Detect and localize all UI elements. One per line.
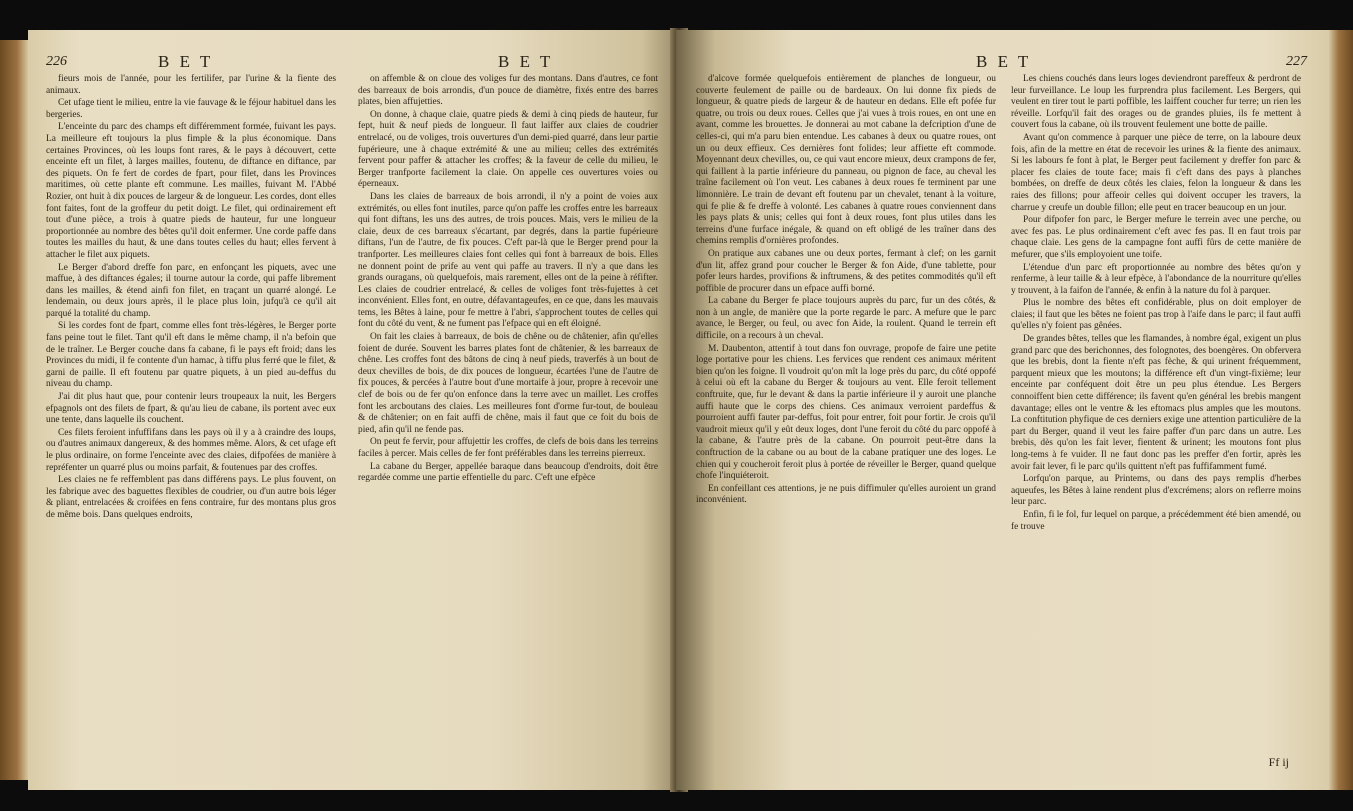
paragraph: J'ai dit plus haut que, pour contenir leurs troupeaux la nuit, les Bergers efpagnols ont des filets de fpart, & qu'au lieu de cabane, ils portent avec eux une tente, dans laquelle ils couchent.: [46, 392, 336, 426]
right-page: [676, 30, 1329, 790]
paragraph: De grandes bêtes, telles que les flamandes, à nombre égal, exigent un plus grand parc que des berichonnes, des folognotes, des boengères. On obfervera que les brebis, dont la fiente n'eft pas fèche, & qui urinent fréquemment, parquent mieux que les moutons; la différence eft d'un vingt-fixième; leur enceinte par conféquent doit être un peu plus étendue. Les Bergers connoiffent bien cette différence; ils favent qu'en général les brebis mangent davantage; elles ont le ventre & les eftomacs plus amples que les moutons. La conftitution phyfique de ces derniers exige une attention particulière de la part du Berger, quand il veut les faire paffer d'un parc dans un autre. Les brebis, dès qu'on les fait lever, fientent & urinent; les moutons font plus long-tems à fe vuider. Il ne faut donc pas les preffer d'en fortir, après les avoir fait lever, fi le parc qu'ils quittent n'eft pas fuffifamment fumé.: [1011, 334, 1301, 472]
left-page: [28, 30, 688, 790]
paragraph: on affemble & on cloue des voliges fur des montans. Dans d'autres, ce font des barreaux de bois arrondis, d'un pouce de diamètre, fixés entre des barres plates, bien affujetties.: [358, 74, 658, 108]
paragraph: d'alcove formée quelquefois entièrement de planches de longueur, ou couverte feulement de paille ou de bardeaux. On lui donne fix pieds de longueur, & quatre pieds de largeur & de hauteur en dedans. Elle eft pofée fur quatre, ou trois ou deux roues. Celles que j'ai vues à trois roues, en ont une en avant, comme les brouettes. Je donnerai au mot cabane la defcription d'une de celles-ci, qui m'a paru bien entendue. Les cabanes à deux ou quatre roues, ont un ou deux effieux. Ces dernières font folides; leur affiette eft commode. Moyennant deux chevilles, ou, ce qui vaut encore mieux, deux crampons de fer, qui faillent à la partie inférieure du panneau, ou pignon de face, au cheval les traîne facilement où l'on veut. Les cabanes à deux roues fe terminent par une limonnière. Le train de devant eft foutenu par un chevalet, tenant à la voiture, qui fe plie & fe dreffe à volonté. Les cabanes à quatre roues conviennent dans les pays plats & unis; celles qui font à deux roues, font plus utiles dans les terreins d'une furface inégale, & quand on eft obligé de les traîner dans des chemins remplis d'ornières profondes.: [696, 74, 996, 247]
paragraph: fieurs mois de l'année, pour les fertilifer, par l'urine & la fiente des animaux.: [46, 74, 336, 96]
paragraph: Avant qu'on commence à parquer une pièce de terre, on la laboure deux fois, afin de la mettre en état de recevoir les urines & la fiente des animaux. Si les labours fe font à plat, le Berger peut facilement y dreffer fon parc & placer fes claies de toute face; mais fi c'eft dans des pays à planches bombées, on dreffe de deux côtés les claies, felon la longueur & dans les raies des fillons; pour affeoir celles qui doivent occuper les travers, la charrue y creufe un double fillon; elle peut en tracer beaucoup en un jour.: [1011, 132, 1301, 213]
paragraph: Pour difpofer fon parc, le Berger mefure le terrein avec une perche, ou avec fes pas. Le plus ordinairement c'eft avec fes pas. Il en faut trois par chaque claie. Les gens de la campagne font auffi fûrs de cette manière de mefurer, que s'ils employoient une toife.: [1011, 215, 1301, 260]
paragraph: On peut fe fervir, pour affujettir les croffes, de clefs de bois dans les terreins faciles à percer. Mais celles de fer font préférables dans les terreins pierreux.: [358, 437, 658, 459]
paragraph: Les claies ne fe reffemblent pas dans différens pays. Le plus fouvent, on les fabrique avec des baguettes flexibles de coudrier, ou d'un autre bois léger & pliant, entrelacées & croifées en fens contraire, fur des montans plus gros de même bois. Dans quelques endroits,: [46, 475, 336, 520]
running-head-right: B E T: [976, 52, 1032, 71]
paragraph: L'étendue d'un parc eft proportionnée au nombre des bêtes qu'on y renferme, à leur taille & à leur efpèce, à l'abondance de la nourriture qu'elles y trouvent, à la faifon de l'année, & enfin à la nature du fol à parquer.: [1011, 262, 1301, 296]
signature-mark: Ff ij: [1268, 755, 1289, 769]
page-edges-right: [1329, 30, 1353, 790]
paragraph: M. Daubenton, attentif à tout dans fon ouvrage, propofe de faire une petite loge portative pour les chiens. Les fervices que rendent ces animaux méritent bien qu'on les foigne. Il voudroit qu'on mît la loge près du parc, du côté oppofé à celui où eft la cabane du Berger & toujours au vent. Elle feroit tellement conftruite, que, fur le devant & dans la partie inférieure il y auroit une planche auffi haute que le corps des chiens. Ces animaux verroient pardeffus & pourroient auffi fauter par-deffus, foit pour entrer, foit pour fortir. Je crois qu'il vaudroit mieux qu'il y eût deux loges, dont l'une feroit du côté du parc oppofé à la cabane, & l'autre près de la cabane. On pourroit peut-être dans la conftruction de la cabane ou au bout de la cabane pratiquer une des loges. Le chien qui y coucheroit feroit plus à portée de réveiller le Berger, quand quelque chofe l'inquiéteroit.: [696, 343, 996, 482]
page-edges-left: [0, 40, 28, 780]
paragraph: On donne, à chaque claie, quatre pieds & demi à cinq pieds de hauteur, fur fept, huit & neuf pieds de longueur. Il faut laiffer aux claies de coudrier entrelacé, ou de voliges, trois ouvertures d'un demi-pied quarré, dans leur partie fupérieure, une à chaque extrémité & une au milieu; celles des extrémités fervent pour paffer & attacher les croffes; & la faveur de celle du milieu, le Berger tranfporte facilement la claie. On appelle ces ouvertures voies ou éperneaux.: [358, 109, 658, 190]
running-head-left: B E T: [158, 52, 214, 71]
paragraph: Si les cordes font de fpart, comme elles font très-légères, le Berger porte fans peine tout le filet. Tant qu'il eft dans le même champ, il n'a befoin que de le traîner. Le Berger couche dans fa cabane, fi le pays eft froid; dans les Provinces du midi, il fe contente d'un hamac, à tiffu plus ferré que le filet, & garni de paille. Il eft foutenu par quatre piquets, à un pied au-deffus du niveau du champ.: [46, 321, 336, 390]
running-head-left-2: B E T: [498, 52, 554, 71]
paragraph: En confeillant ces attentions, je ne puis diffimuler qu'elles auroient un grand inconvénient.: [696, 483, 996, 506]
page-number-left: 226: [46, 54, 67, 69]
right-page-column-2: [1011, 74, 1301, 534]
paragraph: Plus le nombre des bêtes eft confidérable, plus on doit employer de claies; il faut que les bêtes ne foient pas trop à l'aife dans le parc; il faut auffi qu'elles n'y foient pas gênées.: [1011, 298, 1301, 332]
page-number-right: 227: [1286, 54, 1307, 69]
paragraph: Dans les claies de barreaux de bois arrondi, il n'y a point de voies aux extrémités, ou elles font inutiles, parce qu'on paffe les croffes entre les barreaux qui font diftans, les uns des autres, de trois pouces. Mais, vers le milieu de la claie, deux de ces barreaux s'écartant, par degrés, dans la partie fupérieure diftans, l'un de l'autre, de fix pouces. C'eft par-là que le Berger prend pour la tranfporter. Les meilleures claies font celles qui font à barreaux de bois. Elles ne donnent point de prife au vent qui paffe au travers. Il n'y a que dans les grands ouragans, où quelquefois, mais rarement, elles ont de la peine à réfifter. Les claies de coudrier entrelacé, & celles de voliges font très-fujettes à cet inconvénient. Elles font, en outre, défavantageufes, en ce que, dans les mauvais tems, les Bêtes à laine, pour fe mettre à l'abri, s'approchent toutes de celles qui font du côté du vent, & ne fument pas l'efpace qui en eft éloigné.: [358, 191, 658, 330]
left-page-column-1: [46, 74, 336, 523]
paragraph: Ces filets feroient infuffifans dans les pays où il y a à craindre des loups, ou d'autres animaux dangereux, & des hommes même. Alors, & cet ufage eft le plus ordinaire, on forme l'enceinte avec des claies, difpofées de manière à repréfenter un quarré plus ou moins parfait, & foutenues par des croffes.: [46, 427, 336, 473]
right-page-column-1: [696, 74, 996, 508]
paragraph: L'enceinte du parc des champs eft différemment formée, fuivant les pays. La meilleure eft toujours la plus fimple & la plus économique. Dans certaines Provinces, où les loups font rares, & le pays à découvert, cette enceinte eft un filet, à larges mailles, foutenu, de diftance en diftance, par des piquets. On fe fert de cordes de fpart, pour filet, dans les Provinces maritimes, où cette plante eft commune. Les mailles, fuivant M. l'Abbé Rozier, ont huit à dix pouces de largeur & de longueur. Les cordes, dont elles font faites, font de la groffeur du petit doigt. Le filet, qui ordinairement eft tout d'une pièce, a trois à quatre pieds de hauteur, fur une longueur proportionnée au nombre des bêtes qu'il doit enfermer. Une corde paffe dans toutes les mailles du haut, & une dans toutes celles du haut; elles fervent à attacher le filet aux piquets.: [46, 122, 336, 260]
paragraph: Enfin, fi le fol, fur lequel on parque, a précédemment été bien amendé, ou fe trouve: [1011, 509, 1301, 532]
paragraph: Lorfqu'on parque, au Printems, ou dans des pays remplis d'herbes aqueufes, les Bêtes à laine rendent plus d'excrémens; alors on reflerre moins leur parc.: [1011, 474, 1301, 508]
paragraph: On pratique aux cabanes une ou deux portes, fermant à clef; on les garnit d'un lit, affez grand pour coucher le Berger & fon Aide, d'une tablette, pour pofer leurs hardes, provifions & inftrumens, & des petites commodités qu'il eft poffible de procurer dans un efpace auffi borné.: [696, 248, 996, 294]
paragraph: La cabane du Berger, appellée baraque dans beaucoup d'endroits, doit être regardée comme une partie effentielle du parc. C'eft une efpèce: [358, 461, 658, 484]
paragraph: Le Berger d'abord dreffe fon parc, en enfonçant les piquets, avec une maffue, à des diftances égales; il tourne autour la corde, qui paffe librement dans les mailles, & étend ainfi fon filet, en traçant un quarré alongé. Le lendemain, ou deux jours après, il le place plus loin, jufqu'à ce qu'il ait parqué la totalité du champ.: [46, 262, 336, 319]
paragraph: On fait les claies à barreaux, de bois de chêne ou de châtenier, afin qu'elles foient de durée. Souvent les barres plates font de châtenier, & les barreaux de chêne. Les croffes font des bâtons de cinq à neuf pieds, traverfés à un bout de deux chevilles de bois, de dix pouces de longueur, écartées l'une de l'autre de fix pouces, & percées à l'autre bout d'une mortaife à jour, propre à recevoir une clef de bois ou de fer qu'on enfonce dans la terre avec un maillet. Les croffes font les arcboutans des claies. Les meilleures font d'orme fur-tout, de bouleau & de châtenier; on en fait auffi de chêne, mais il faut que ce foit du bois de pied, afin qu'il ne fende pas.: [358, 332, 658, 435]
paragraph: La cabane du Berger fe place toujours auprès du parc, fur un des côtés, & non à un angle, de manière que la porte regarde le parc. A mefure que le parc avance, le Berger, ou feul, ou avec fon Aide, la roulent. Quand le terrein eft difficile, on a recours à un cheval.: [696, 296, 996, 342]
paragraph: Les chiens couchés dans leurs loges deviendront pareffeux & perdront de leur furveillance. Le loup les furprendra plus facilement. Les Bergers, qui veulent en tirer tout le parti poffible, les laiffent coucher fur terre; un rien les réveille. Lorfqu'il fait des orages ou de grandes pluies, ils fe mettent à couvert fous la cabane, où ils trouvent feulement une botte de paille.: [1011, 74, 1301, 131]
left-page-column-2: [358, 74, 658, 486]
paragraph: Cet ufage tient le milieu, entre la vie fauvage & le féjour habituel dans les bergeries.: [46, 98, 336, 120]
